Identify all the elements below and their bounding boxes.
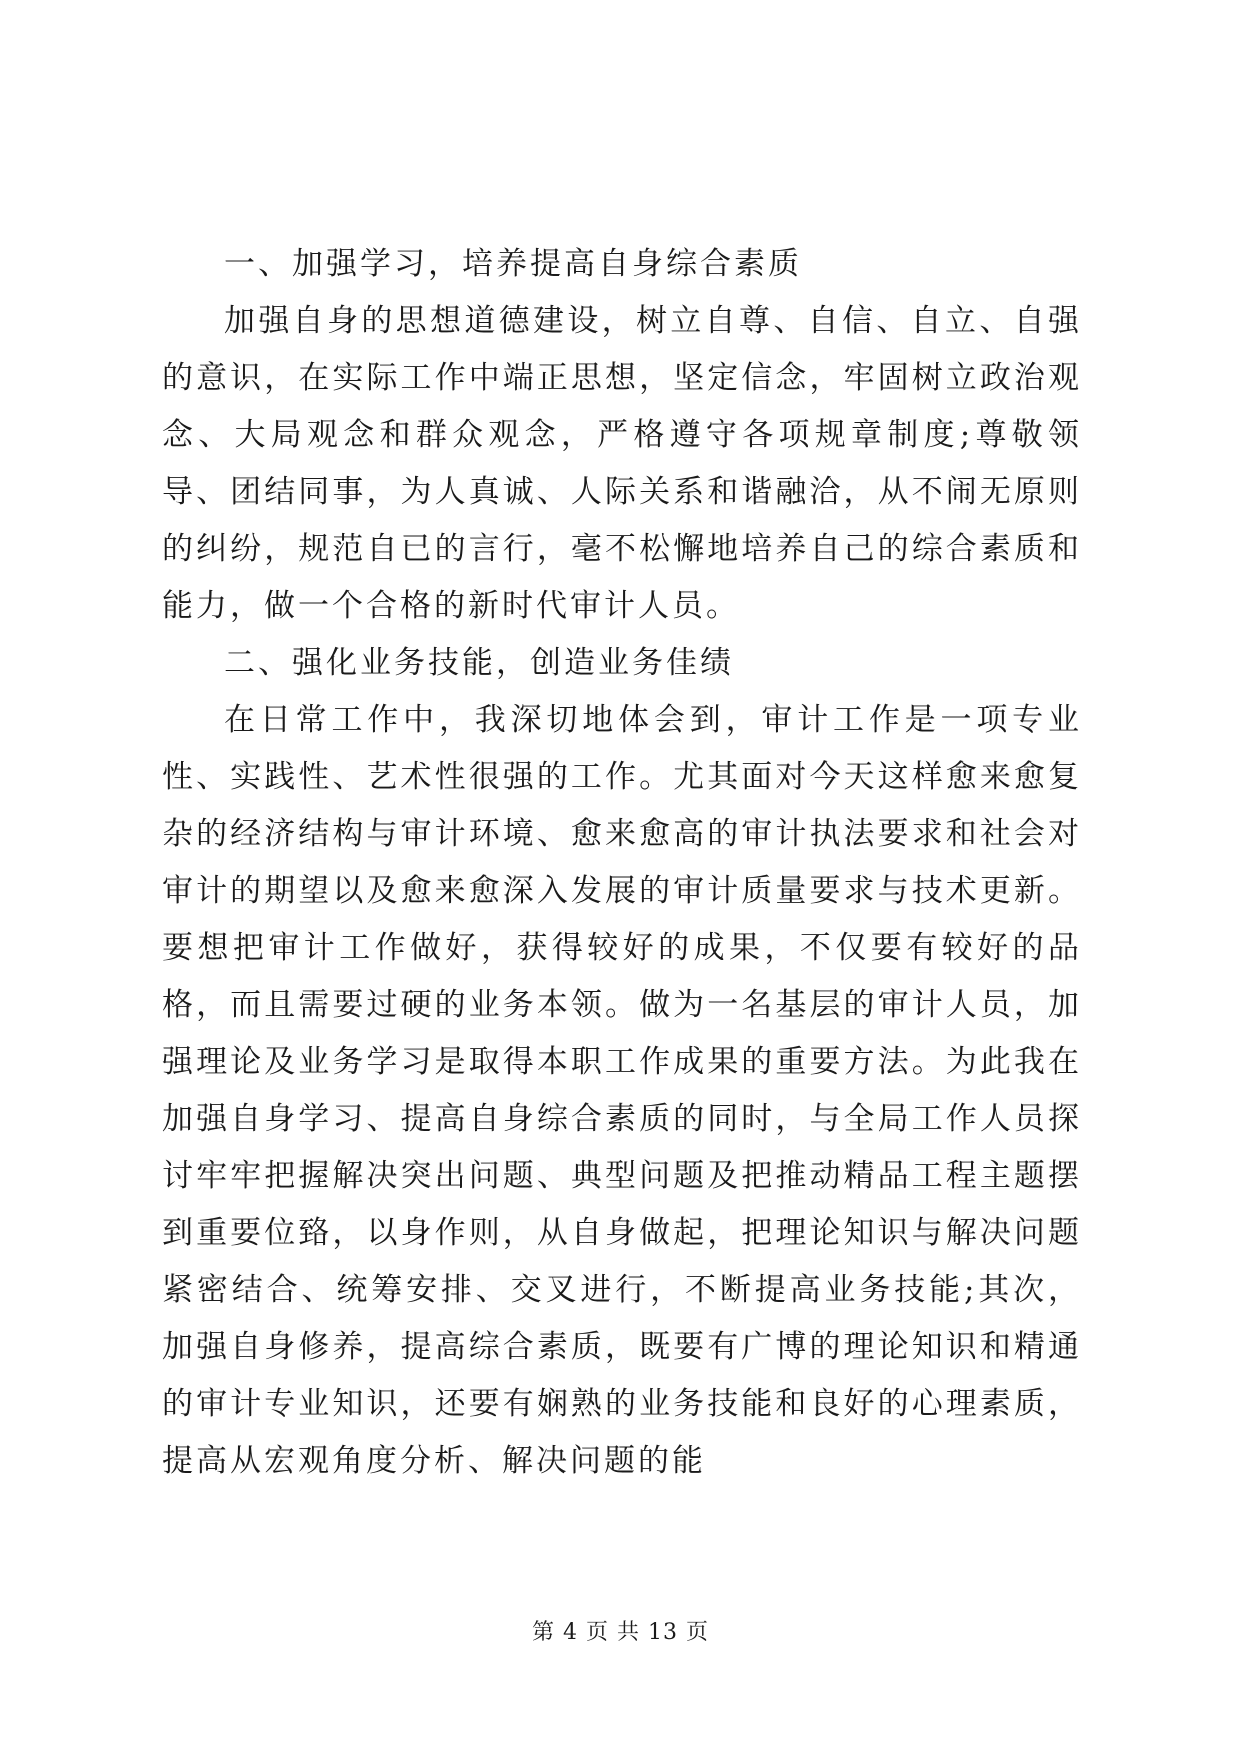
document-body xyxy=(162,236,1082,1490)
paragraph-1: 加强自身的思想道德建设，树立自尊、自信、自立、自强的意识，在实际工作中端正思想，坚定信念，牢固树立政治观念、大局观念和群众观念，严格遵守各项规章制度;尊敬领导、团结同事，为人真诚、人际关系和谐融洽，从不闹无原则的纠纷，规范自已的言行，毫不松懈地培养自己的综合素质和能力，做一个合格的新时代审计人员。 xyxy=(162,303,1082,624)
paragraph-2: 在日常工作中，我深切地体会到，审计工作是一项专业性、实践性、艺术性很强的工作。尤其面对今天这样愈来愈复杂的经济结构与审计环境、愈来愈高的审计执法要求和社会对审计的期望以及愈来愈深入发展的审计质量要求与技术更新。要想把审计工作做好，获得较好的成果，不仅要有较好的品格，而且需要过硬的业务本领。做为一名基层的审计人员，加强理论及业务学习是取得本职工作成果的重要方法。为此我在加强自身学习、提高自身综合素质的同时，与全局工作人员探讨牢牢把握解决突出问题、典型问题及把推动精品工程主题摆到重要位臵，以身作则，从自身做起，把理论知识与解决问题紧密结合、统筹安排、交叉进行，不断提高业务技能;其次，加强自身修养，提高综合素质，既要有广博的理论知识和精通的审计专业知识，还要有娴熟的业务技能和良好的心理素质，提高从宏观角度分析、解决问题的能 xyxy=(162,702,1082,1479)
section-heading-1: 一、加强学习，培养提高自身综合素质 xyxy=(224,246,802,282)
section-heading-2: 二、强化业务技能，创造业务佳绩 xyxy=(224,645,734,681)
page-footer: 第 4 页 共 13 页 xyxy=(532,1620,709,1645)
